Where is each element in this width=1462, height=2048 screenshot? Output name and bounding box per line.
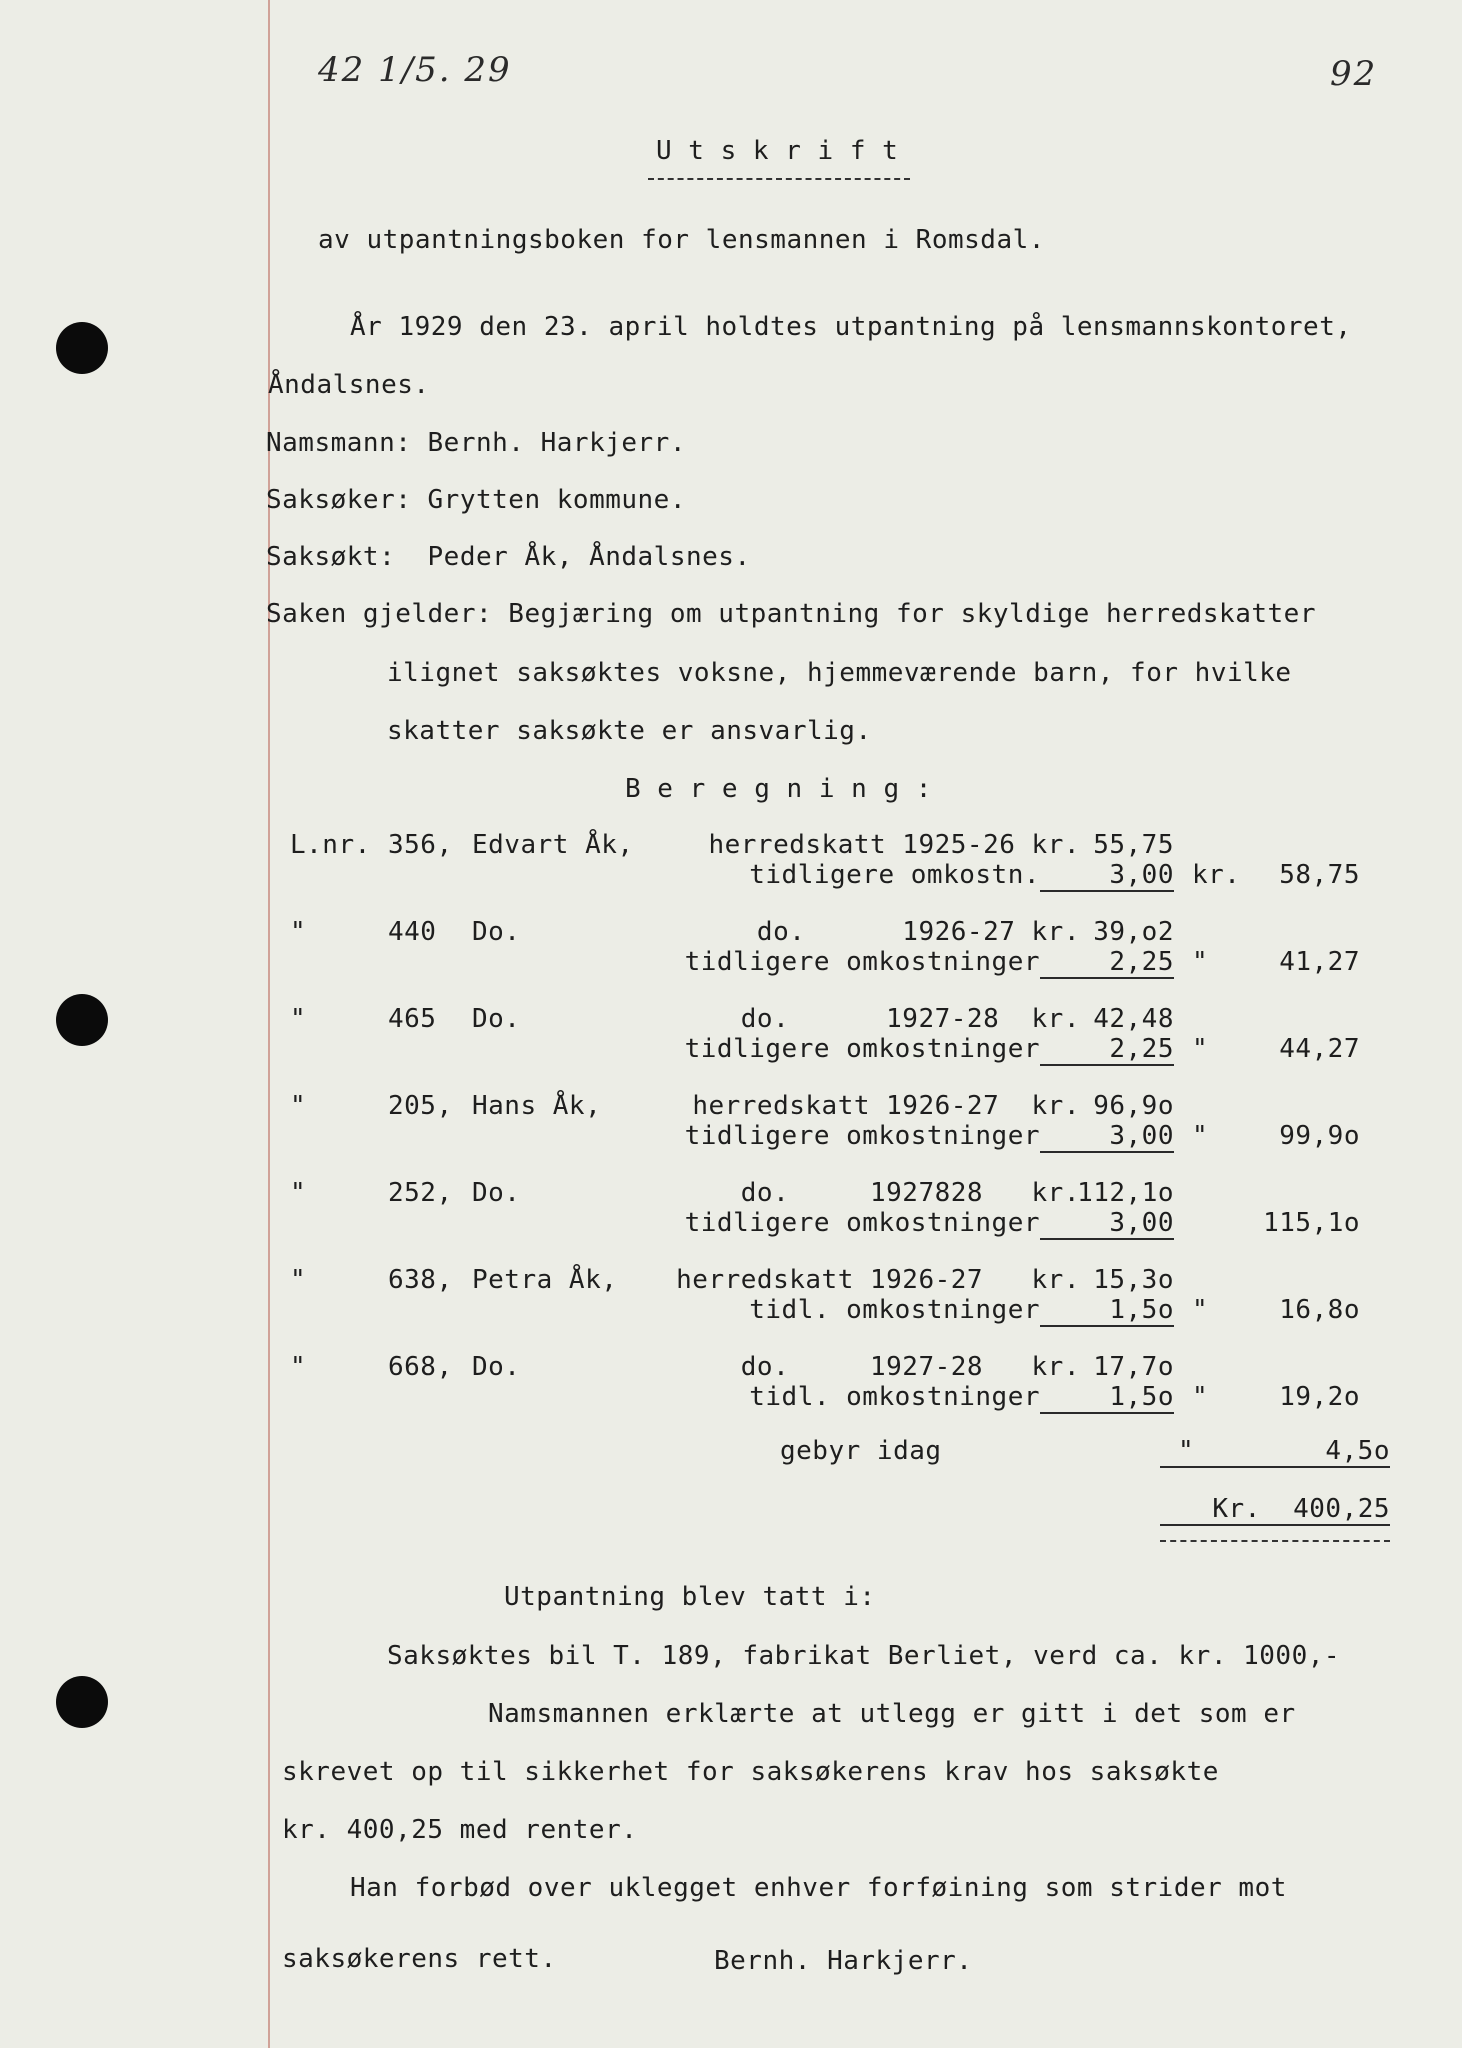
- entry-total: 44,27: [1279, 1034, 1360, 1064]
- field-saken-line-1: Saken gjelder: Begjæring om utpantning for skyldige herredskatter: [266, 599, 1316, 629]
- entry-amount: 15,3o: [1093, 1265, 1174, 1295]
- utpantning-para-1: Namsmannen erklærte at utlegg er gitt i det som er: [488, 1699, 1296, 1729]
- entry-amount: 42,48: [1093, 1004, 1174, 1034]
- entry-cost-label: tidligere omkostn.: [749, 860, 1040, 890]
- entry-unit: ": [1192, 1121, 1209, 1151]
- entry-number: 205,: [388, 1091, 453, 1121]
- entry-amount: 17,7o: [1093, 1352, 1174, 1382]
- grand-total: Kr. 400,25: [1160, 1496, 1390, 1526]
- entry-total: 99,9o: [1279, 1121, 1360, 1151]
- field-saken-line-3: skatter saksøkte er ansvarlig.: [387, 716, 872, 746]
- utpantning-para-5: saksøkerens rett.: [282, 1944, 557, 1974]
- gebyr-unit: ": [1178, 1436, 1195, 1466]
- entry-number: 440: [388, 917, 437, 947]
- entry-description: do. 1927828 kr.: [740, 1178, 1080, 1208]
- entry-description: herredskatt 1926-27 kr.: [676, 1265, 1080, 1295]
- entry-unit: ": [1192, 947, 1209, 977]
- page-number: 92: [1330, 54, 1378, 94]
- utpantning-title: Utpantning blev tatt i:: [504, 1582, 876, 1612]
- utpantning-para-3: kr. 400,25 med renter.: [282, 1815, 638, 1845]
- entry-name: Do.: [472, 917, 521, 947]
- utpantning-para-2: skrevet op til sikkerhet for saksøkerens krav hos saksøkte: [282, 1757, 1219, 1787]
- entry-total: 41,27: [1279, 947, 1360, 977]
- entry-description: herredskatt 1926-27 kr.: [692, 1091, 1080, 1121]
- entry-name: Do.: [472, 1178, 521, 1208]
- entry-description: do. 1926-27 kr.: [756, 917, 1080, 947]
- punch-hole: [56, 994, 108, 1046]
- entry-total: 16,8o: [1279, 1295, 1360, 1325]
- entry-number: 638,: [388, 1265, 453, 1295]
- handwritten-date: 42 1/5. 29: [318, 50, 512, 90]
- entry-cost: 3,00: [1040, 862, 1174, 892]
- entry-mark: L.nr.: [290, 830, 371, 860]
- entry-name: Petra Åk,: [472, 1265, 618, 1295]
- entry-cost-label: tidligere omkostninger: [684, 1208, 1040, 1238]
- entry-number: 668,: [388, 1352, 453, 1382]
- utpantning-item: Saksøktes bil T. 189, fabrikat Berliet, verd ca. kr. 1000,-: [387, 1641, 1341, 1671]
- beregning-title: B e r e g n i n g :: [625, 774, 932, 804]
- margin-rule: [268, 0, 270, 2048]
- entry-mark: ": [290, 1004, 307, 1034]
- entry-cost-label: tidligere omkostninger: [684, 947, 1040, 977]
- entry-name: Edvart Åk,: [472, 830, 634, 860]
- entry-description: do. 1927-28 kr.: [740, 1352, 1080, 1382]
- entry-cost: 1,5o: [1040, 1384, 1174, 1414]
- entry-description: do. 1927-28 kr.: [740, 1004, 1080, 1034]
- entry-unit: ": [1192, 1034, 1209, 1064]
- entry-cost: 2,25: [1040, 1036, 1174, 1066]
- punch-hole: [56, 1676, 108, 1728]
- entry-cost-label: tidl. omkostninger: [749, 1382, 1040, 1412]
- entry-number: 465: [388, 1004, 437, 1034]
- entry-name: Hans Åk,: [472, 1091, 602, 1121]
- field-saken-line-2: ilignet saksøktes voksne, hjemmeværende barn, for hvilke: [387, 658, 1292, 688]
- entry-cost: 1,5o: [1040, 1297, 1174, 1327]
- grand-total-double-underline: [1160, 1540, 1390, 1542]
- entry-mark: ": [290, 1265, 307, 1295]
- field-saksoker: Saksøker: Grytten kommune.: [266, 485, 686, 515]
- intro-line-1: År 1929 den 23. april holdtes utpantning på lensmannskontoret,: [350, 312, 1352, 342]
- entry-name: Do.: [472, 1352, 521, 1382]
- entry-mark: ": [290, 1091, 307, 1121]
- entry-unit: ": [1192, 1295, 1209, 1325]
- entry-cost-label: tidligere omkostninger: [684, 1121, 1040, 1151]
- entry-cost: 3,00: [1040, 1210, 1174, 1240]
- entry-number: 252,: [388, 1178, 453, 1208]
- entry-cost: 2,25: [1040, 949, 1174, 979]
- field-namsmann: Namsmann: Bernh. Harkjerr.: [266, 428, 686, 458]
- field-saksokt: Saksøkt: Peder Åk, Åndalsnes.: [266, 542, 751, 572]
- entry-amount: 112,1o: [1077, 1178, 1174, 1208]
- entry-amount: 55,75: [1093, 830, 1174, 860]
- entry-amount: 96,9o: [1093, 1091, 1174, 1121]
- entry-total: 115,1o: [1263, 1208, 1360, 1238]
- entry-mark: ": [290, 917, 307, 947]
- entry-mark: ": [290, 1178, 307, 1208]
- entry-unit: kr.: [1192, 860, 1241, 890]
- gebyr-amount: 4,5o: [1160, 1438, 1390, 1468]
- entry-cost-label: tidl. omkostninger: [749, 1295, 1040, 1325]
- entry-mark: ": [290, 1352, 307, 1382]
- entry-amount: 39,o2: [1093, 917, 1174, 947]
- entry-unit: ": [1192, 1382, 1209, 1412]
- document-subheading: av utpantningsboken for lensmannen i Romsdal.: [318, 225, 1045, 255]
- gebyr-label: gebyr idag: [780, 1436, 942, 1466]
- punch-hole: [56, 322, 108, 374]
- signature: Bernh. Harkjerr.: [714, 1946, 973, 1976]
- heading-underline: [648, 178, 910, 180]
- entry-total: 19,2o: [1279, 1382, 1360, 1412]
- document-heading: U t s k r i f t: [656, 136, 899, 166]
- entry-cost-label: tidligere omkostninger: [684, 1034, 1040, 1064]
- entry-name: Do.: [472, 1004, 521, 1034]
- entry-description: herredskatt 1925-26 kr.: [708, 830, 1080, 860]
- entry-number: 356,: [388, 830, 453, 860]
- intro-line-2: Åndalsnes.: [268, 370, 430, 400]
- entry-total: 58,75: [1279, 860, 1360, 890]
- entry-cost: 3,00: [1040, 1123, 1174, 1153]
- utpantning-para-4: Han forbød over uklegget enhver forføining som strider mot: [350, 1873, 1287, 1903]
